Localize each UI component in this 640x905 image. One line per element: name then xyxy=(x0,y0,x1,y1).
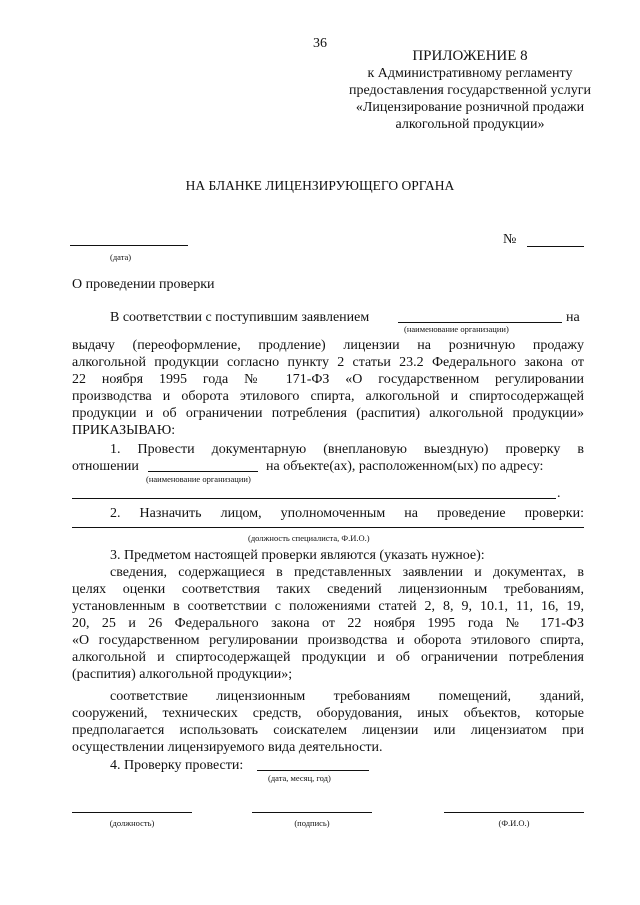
para1-start: В соответствии с поступившим заявлением xyxy=(110,310,370,325)
address-line-period: . xyxy=(557,486,561,501)
item3-sub1-line: «О государственном регулировании производства и оборота этилового спирта, xyxy=(72,633,584,648)
number-label: № xyxy=(503,232,517,247)
item3-sub1-line: сведения, содержащиеся в представленных заявлении и документах, в xyxy=(110,565,584,580)
organization-field-line xyxy=(398,322,562,323)
para1-line: продукции и об ограничении потребления (распития) алкогольной продукции» xyxy=(72,406,584,421)
item3-sub1-line: целях оценки соответствия таких сведений лицензионным требованиям, xyxy=(72,582,584,597)
item3-sub1-line: алкогольной и спиртосодержащей продукции и об ограничении потребления xyxy=(72,650,584,665)
para1-line: алкогольной продукции согласно пункту 2 статьи 23.2 Федерального закона от xyxy=(72,355,584,370)
item2-caption: (должность специалиста, Ф.И.О.) xyxy=(248,533,370,543)
address-field-line xyxy=(72,498,556,499)
item4-text: 4. Проверку провести: xyxy=(110,758,244,773)
item3-sub2-line: соответствие лицензионным требованиям помещений, зданий, xyxy=(110,689,584,704)
document-subject: О проведении проверки xyxy=(72,277,215,292)
item1-caption: (наименование организации) xyxy=(146,474,251,484)
appendix-line: к Административному регламенту xyxy=(367,66,573,81)
appendix-line: предоставления государственной услуги xyxy=(349,83,591,98)
item4-caption: (дата, месяц, год) xyxy=(268,773,331,783)
item3-title: 3. Предметом настоящей проверки являются (указать нужное): xyxy=(110,548,485,563)
para1-line: производства и оборота этилового спирта, алкогольной и спиртосодержащей xyxy=(72,389,584,404)
inspector-field-line xyxy=(72,527,584,528)
name-line xyxy=(444,812,584,813)
item1-line1: 1. Провести документарную (внеплановую выездную) проверку в xyxy=(110,442,584,457)
blank-header: НА БЛАНКЕ ЛИЦЕНЗИРУЮЩЕГО ОРГАНА xyxy=(185,178,455,193)
signature-caption: (подпись) xyxy=(294,818,330,828)
item1-line2-end: на объекте(ах), расположенном(ых) по адресу: xyxy=(266,459,544,474)
appendix-title: ПРИЛОЖЕНИЕ 8 xyxy=(412,48,528,64)
para1-line: выдачу (переоформление, продление) лицензии на розничную продажу xyxy=(72,338,584,353)
number-field-line xyxy=(527,246,584,247)
date-field-line xyxy=(70,245,188,246)
item3-sub2-last: осуществлении лицензируемого вида деятельности. xyxy=(72,740,383,755)
appendix-header xyxy=(330,48,610,133)
appendix-line: «Лицензирование розничной продажи xyxy=(355,100,585,115)
page-number: 36 xyxy=(313,36,327,51)
para1-line: 22 ноября 1995 года № 171-ФЗ «О государственном регулировании xyxy=(72,372,584,387)
item1-organization-line xyxy=(148,471,258,472)
item3-sub1-last: (распития) алкогольной продукции»; xyxy=(72,667,293,682)
appendix-line: алкогольной продукции» xyxy=(395,117,545,132)
signature-line xyxy=(252,812,372,813)
item3-sub2-line: предполагается использовать соискателем лицензии или лицензиатом при xyxy=(72,723,584,738)
item3-sub2-line: сооружений, технических средств, оборудования, иных объектов, которые xyxy=(72,706,584,721)
organization-caption: (наименование организации) xyxy=(404,324,509,334)
date-period-line xyxy=(257,770,369,771)
item1-line2-start: отношении xyxy=(72,459,139,474)
name-caption: (Ф.И.О.) xyxy=(498,818,530,828)
order-word: ПРИКАЗЫВАЮ: xyxy=(72,423,176,438)
item3-sub1-line: установленным в соответствии с положениями статей 2, 8, 9, 10.1, 11, 16, 19, xyxy=(72,599,584,614)
position-line xyxy=(72,812,192,813)
position-caption: (должность) xyxy=(109,818,155,828)
para1-end: на xyxy=(566,310,580,325)
date-caption: (дата) xyxy=(110,252,132,262)
item2-line1: 2. Назначить лицом, уполномоченным на проведение проверки: xyxy=(110,506,584,521)
item3-sub1-line: 20, 25 и 26 Федерального закона от 22 ноября 1995 года № 171-ФЗ xyxy=(72,616,584,631)
